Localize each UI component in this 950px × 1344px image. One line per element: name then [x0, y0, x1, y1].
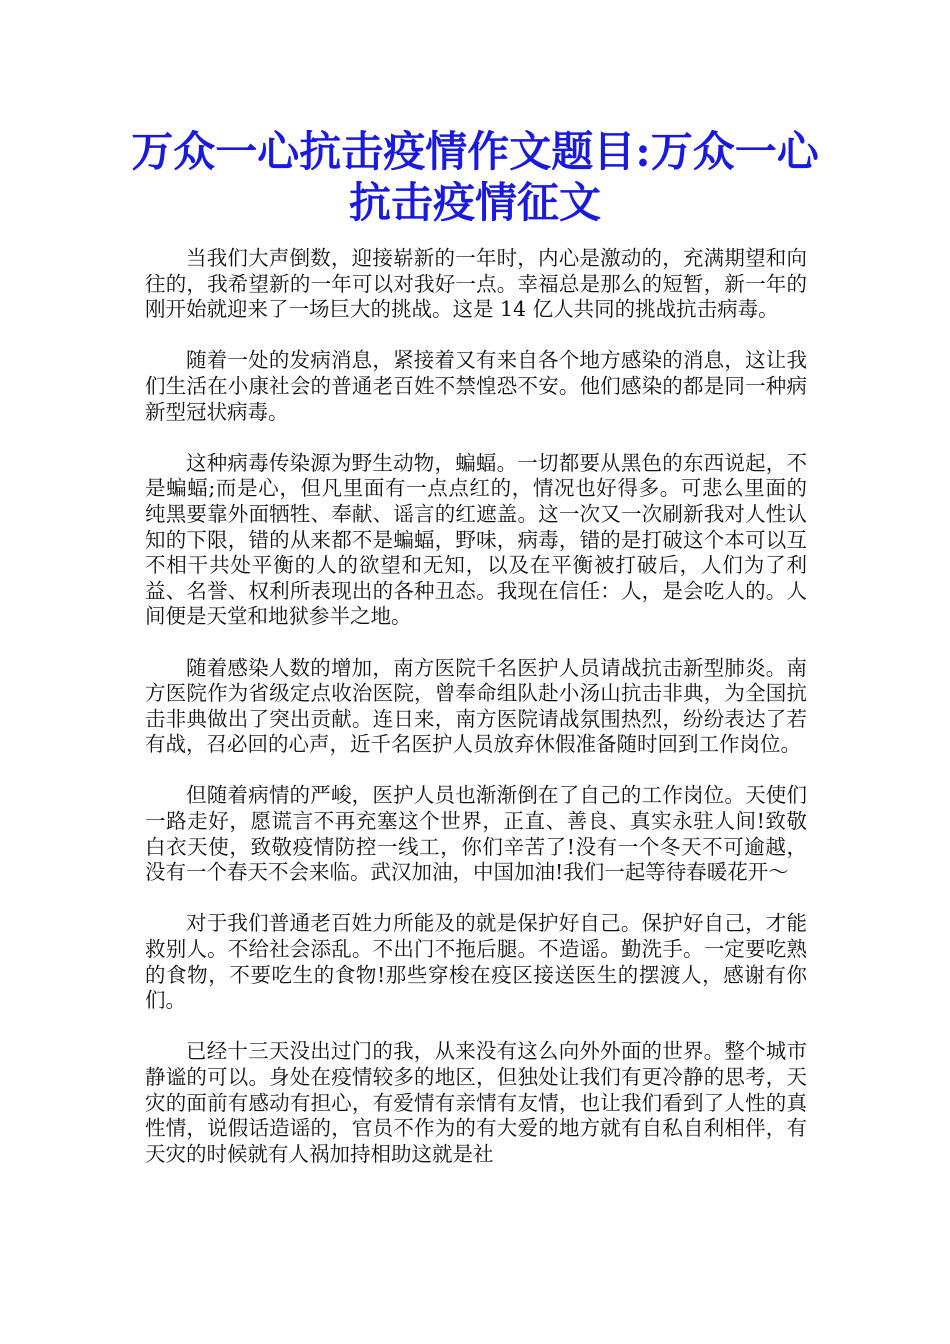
paragraph: 已经十三天没出过门的我，从来没有这么向外外面的世界。整个城市静谧的可以。身处在疫情较多的地区，但独处让我们有更冷静的思考，天灾的面前有感动有担心，有爱情有亲情有友情，也让我们看到了人性的真性情，说假话造谣的，官员不作为的有大爱的地方就有自私自利相伴，有天灾的时候就有人祸加持相助这就是社 — [145, 1039, 807, 1166]
paragraph: 随着感染人数的增加，南方医院千名医护人员请战抗击新型肺炎。南方医院作为省级定点收治医院，曾奉命组队赴小汤山抗击非典，为全国抗击非典做出了突出贡献。连日来，南方医院请战氛围热烈，纷纷表达了若有战，召必回的心声，近千名医护人员放弃休假准备随时回到工作岗位。 — [145, 655, 807, 757]
paragraph: 对于我们普通老百姓力所能及的就是保护好自己。保护好自己，才能救别人。不给社会添乱。不出门不拖后腿。不造谣。勤洗手。一定要吃熟的食物，不要吃生的食物!那些穿梭在疫区接送医生的摆渡人，感谢有你们。 — [145, 911, 807, 1013]
paragraph: 当我们大声倒数，迎接崭新的一年时，内心是激动的，充满期望和向往的，我希望新的一年可以对我好一点。幸福总是那么的短暂，新一年的刚开始就迎来了一场巨大的挑战。这是 14 亿人共同的挑战抗击病毒。 — [145, 246, 807, 322]
paragraph: 但随着病情的严峻，医护人员也渐渐倒在了自己的工作岗位。天使们一路走好，愿谎言不再充塞这个世界，正直、善良、真实永驻人间!致敬白衣天使，致敬疫情防控一线工，你们辛苦了!没有一个冬天不可逾越，没有一个春天不会来临。武汉加油，中国加油!我们一起等待春暖花开～ — [145, 783, 807, 885]
paragraph: 这种病毒传染源为野生动物，蝙蝠。一切都要从黑色的东西说起，不是蝙蝠;而是心，但凡里面有一点点红的，情况也好得多。可悲么里面的纯黑要靠外面牺牲、奉献、谣言的红遮盖。这一次又一次刷新我对人性认知的下限，错的从来都不是蝙蝠，野味，病毒，错的是打破这个本可以互不相干共处平衡的人的欲望和无知，以及在平衡被打破后，人们为了利益、名誉、权利所表现出的各种丑态。我现在信任：人，是会吃人的。人间便是天堂和地狱参半之地。 — [145, 450, 807, 629]
page-title: 万众一心抗击疫情作文题目:万众一心抗击疫情征文 — [131, 127, 819, 227]
article-body — [145, 246, 807, 1167]
paragraph: 随着一处的发病消息，紧接着又有来自各个地方感染的消息，这让我们生活在小康社会的普通老百姓不禁惶恐不安。他们感染的都是同一种病新型冠状病毒。 — [145, 348, 807, 424]
